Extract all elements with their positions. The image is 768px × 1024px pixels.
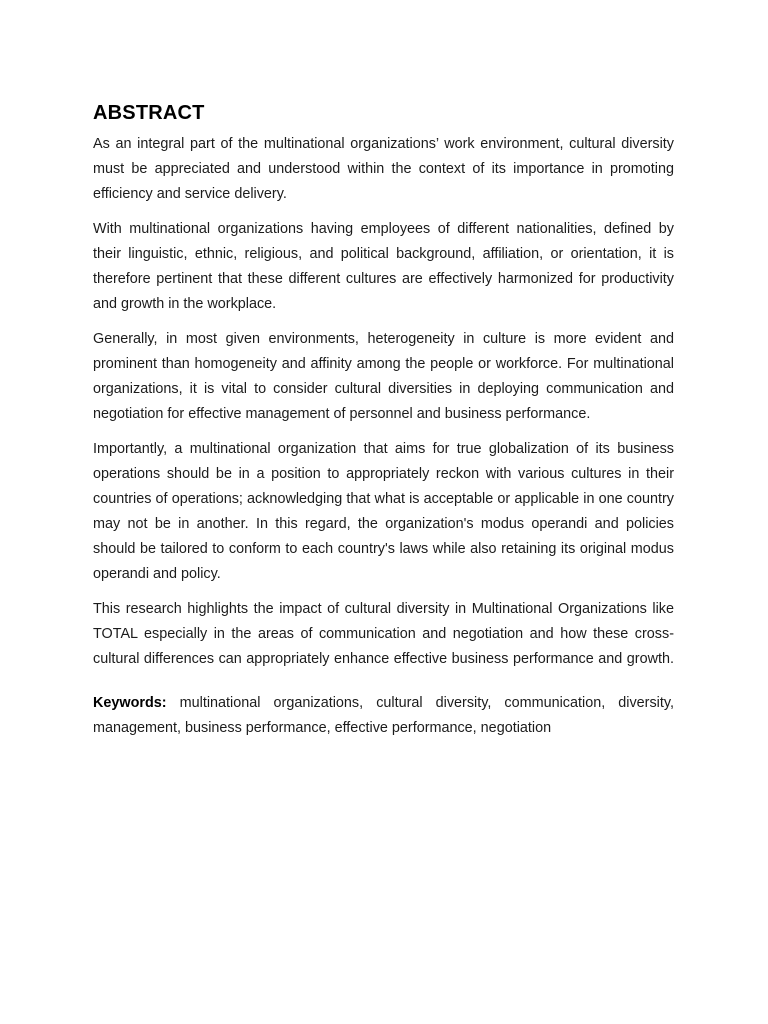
keywords-text: multinational organizations, cultural diversity, communication, diversity, management, business performance, effective performance, negotiation (93, 695, 674, 736)
abstract-paragraph-3: Generally, in most given environments, heterogeneity in culture is more evident and prominent than homogeneity and affinity among the people or workforce. For multinational organizations, it is vital to consider cultural diversities in deploying communication and negotiation for effective management of personnel and business performance. (93, 331, 674, 422)
abstract-paragraph-5: This research highlights the impact of cultural diversity in Multinational Organizations like TOTAL especially in the areas of communication and negotiation and how these cross-cultural differences can appropriately enhance effective business performance and growth. (93, 601, 674, 667)
keywords-label: Keywords: (93, 695, 167, 711)
abstract-page (93, 100, 674, 741)
keywords-line (93, 691, 674, 741)
abstract-heading: ABSTRACT (93, 102, 205, 124)
abstract-paragraph-4: Importantly, a multinational organization that aims for true globalization of its business operations should be in a position to appropriately reckon with various cultures in their countries of operations; acknowledging that what is acceptable or applicable in one country may not be in another. In this regard, the organization's modus operandi and policies should be tailored to conform to each country's laws while also retaining its original modus operandi and policy. (93, 441, 674, 582)
abstract-paragraph-2: With multinational organizations having employees of different nationalities, defined by their linguistic, ethnic, religious, and political background, affiliation, or orientation, it is therefore pertinent that these different cultures are effectively harmonized for productivity and growth in the workplace. (93, 221, 674, 312)
abstract-paragraph-1: As an integral part of the multinational organizations’ work environment, cultural diversity must be appreciated and understood within the context of its importance in promoting efficiency and service delivery. (93, 136, 674, 202)
